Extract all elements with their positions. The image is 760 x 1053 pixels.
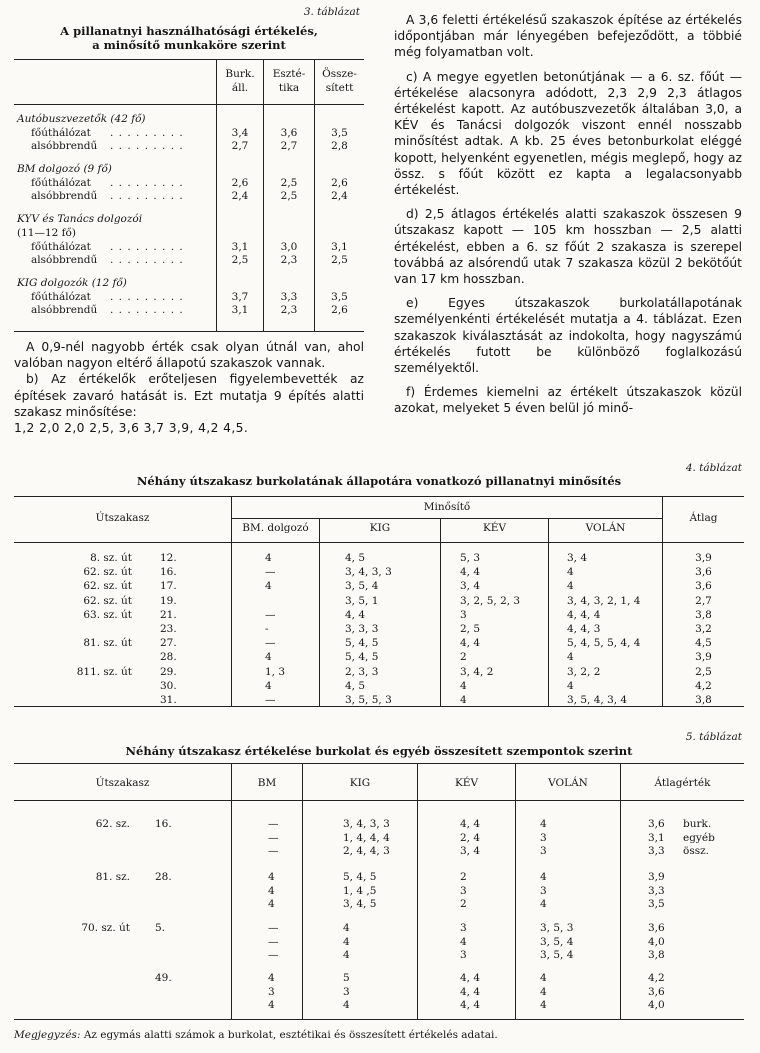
table5-kev: 4 [460,935,467,948]
table3-cell: 3,1 [231,241,249,253]
table5-bm: 4 [268,999,275,1012]
table3-row-label: főúthálózat [31,241,91,253]
table5-volan: 4 [540,898,547,911]
table4-caption: 4. táblázat [685,462,742,474]
table5-kig: 4 [343,922,350,934]
table3-cell: 2,6 [231,177,249,189]
table3-header: sített [325,82,354,94]
table4-road: 811. sz. út [76,665,132,678]
table4-kev: 2 [460,651,467,664]
table3-cell: 3,4 [231,127,249,139]
table4-segment: 12. [160,552,177,564]
table3-cell: 2,6 [331,177,348,189]
dot-leader: . . . . . . . . . [110,291,184,303]
table3-cell: 3,5 [331,127,348,139]
table3-row-label: alsóbbrendű [31,190,98,202]
table4-kig: 3, 5, 4 [345,580,379,593]
table5-kig: 5, 4, 5 [343,871,377,883]
table4-kev: 3 [460,608,467,621]
table5-avg: 3,6 [648,818,665,830]
table4-bm: 4 [265,651,272,664]
table4-avg: 4,2 [695,679,712,692]
table5-volan: 4 [540,999,547,1012]
table4-bm: 4 [265,552,272,564]
table3-header: tika [278,82,300,94]
table5-note [14,1029,744,1041]
table4-bm: - [265,623,269,635]
table3-cell: 3,5 [331,291,348,303]
table5-bm: 4 [268,898,275,911]
table5-bm: 3 [268,985,275,998]
table5-kig: 2, 4, 4, 3 [343,845,390,858]
table5-header: VOLÁN [548,777,588,789]
table3-cell: 2,7 [231,140,249,152]
table5-avg: 3,5 [648,898,665,911]
table5-kig: 1, 4, 4, 4 [343,831,390,844]
table5-kig: 4 [343,999,350,1012]
table3-group-label: (11—12 fő) [17,227,76,239]
table3-row-label: alsóbbrendű [31,254,98,266]
table5-kev: 2 [460,871,467,883]
table5-bm: 4 [268,884,275,897]
table5-road: 81. sz. [95,871,130,883]
table4-kig: 2, 3, 3 [345,665,379,678]
table3-title-line1: A pillanatnyi használhatósági értékelés, [60,24,318,38]
table4-header-road: Útszakasz [95,512,150,524]
dot-leader: . . . . . . . . . [110,304,184,316]
table5-avg: 3,1 [648,831,665,844]
table5-kev: 4, 4 [460,972,481,984]
table4-segment: 19. [160,594,177,607]
table5-aspect: össz. [683,845,709,858]
table5-volan: 4 [540,972,547,984]
table3-cell: 3,0 [280,241,298,253]
table3-cell: 2,4 [331,190,348,202]
table3-cell: 2,8 [331,140,348,152]
table5-kev: 2, 4 [460,831,481,844]
table5-avg: 3,9 [648,871,665,883]
table3-cell: 2,6 [331,304,348,316]
paragraph: f) Érdemes kiemelni az értékelt útszakaszok közül azokat, melyeket 5 éven belül jó minő- [394,385,742,416]
table4-segment: 23. [160,623,177,635]
table4-segment: 31. [160,694,177,706]
table5-bm: — [268,935,279,948]
table5-kig: 4 [343,935,350,948]
table3-group-label: Autóbuszvezetők (42 fő) [17,113,146,125]
table4-volan: 3, 4, 3, 2, 1, 4 [567,594,641,607]
table4-volan: 4 [567,580,574,593]
table5-volan: 3 [540,884,547,897]
table4-kev: 4 [460,679,467,692]
table5-kig: 5 [343,972,350,984]
table4-kig: 3, 3, 3 [345,623,379,635]
table4-header-kig: KIG [369,522,391,534]
table3-header: Burk. [225,68,255,80]
table4-segment: 30. [160,679,177,692]
table5-bm: — [268,818,279,830]
note-label: Megjegyzés: [14,1029,81,1041]
table4-avg: 3,8 [695,608,712,621]
table5-kev: 3 [460,949,467,962]
table5-bm: 4 [268,972,275,984]
table3-cell: 2,5 [280,177,298,189]
table4-kev: 3, 4 [460,580,481,593]
table4-kig: 4, 5 [345,679,366,692]
table4-kig: 5, 4, 5 [345,637,379,650]
table3-cell: 3,6 [280,127,298,139]
table5-title: Néhány útszakasz értékelése burkolat és egyéb összesített szempontok szerint [125,744,633,758]
table5-header: Átlagérték [654,777,711,789]
table4-kev: 5, 3 [460,552,481,564]
table3-group-label: KIG dolgozók (12 fő) [17,277,127,289]
table4-kev: 3, 2, 5, 2, 3 [460,594,521,607]
table5-kev: 2 [460,898,467,911]
table4-road: 8. sz. út [90,552,132,564]
table4-avg: 3,6 [695,566,712,579]
table3-group-label: BM dolgozó (9 fő) [17,163,112,175]
table5-avg: 3,6 [648,922,665,934]
table3-cell: 3,3 [280,291,298,303]
table5-kig: 3, 4, 3, 3 [343,818,390,830]
table4-kig: 3, 4, 3, 3 [345,566,392,579]
table5-segment: 16. [155,818,172,830]
table5-segment: 28. [155,871,172,883]
table4-segment: 21. [160,608,177,621]
table5-volan: 3, 5, 4 [540,949,574,962]
table4-kev: 4, 4 [460,637,481,650]
table5-volan: 3 [540,831,547,844]
table3-group-label: KYV és Tanács dolgozói [17,213,143,225]
table4-avg: 4,5 [695,637,712,650]
table3-cell: 2,3 [280,254,298,266]
table4-volan: 4 [567,679,574,692]
table4-volan: 4 [567,651,574,664]
table3-cell: 2,5 [280,190,298,202]
table4-header-kev: KÉV [482,522,507,534]
table4-kev: 2, 5 [460,623,481,635]
table5-header: KÉV [454,777,479,789]
table4-bm: 4 [265,580,272,593]
table5-volan: 3, 5, 3 [540,922,574,934]
table3-row-label: főúthálózat [31,177,91,189]
table5-volan: 3, 5, 4 [540,935,574,948]
table5-kig: 3 [343,985,350,998]
table3-caption: 3. táblázat [303,6,360,18]
table3-header: Össze- [322,68,357,80]
table4-volan: 5, 4, 5, 5, 4, 4 [567,637,641,650]
table5-kev: 4, 4 [460,985,481,998]
paragraph: A 0,9-nél nagyobb érték csak olyan útnál van, ahol valóban nagyon eltérő állapotú szakaszok vannak. [14,340,364,371]
table4-bm: — [265,694,276,706]
table5-header: BM [257,777,277,789]
table4-volan: 3, 4 [567,552,588,564]
dot-leader: . . . . . . . . . [110,140,184,152]
table4-kig: 3, 5, 1 [345,594,379,607]
table4-avg: 3,9 [695,552,712,564]
table4-header-volan: VOLÁN [585,522,626,534]
table3-header: Eszté- [272,68,306,80]
table5-aspect: egyéb [683,831,715,844]
table5-volan: 4 [540,818,547,830]
table4-volan: 4, 4, 4 [567,608,601,621]
table5-bm: — [268,845,279,858]
table5-bm: 4 [268,871,275,883]
table5-kev: 3 [460,884,467,897]
table4-title: Néhány útszakasz burkolatának állapotára vonatkozó pillanatnyi minősítés [136,474,622,488]
dot-leader: . . . . . . . . . [110,127,184,139]
table4-avg: 3,8 [695,694,712,706]
table5-volan: 3 [540,845,547,858]
table4-volan: 4 [567,566,574,579]
table5-road: 70. sz. út [81,922,130,934]
table4-kig: 4, 4 [345,608,366,621]
table3-cell: 3,7 [231,291,249,303]
table3-cell: 2,7 [280,140,298,152]
table5-bm: — [268,922,279,934]
table4-segment: 27. [160,637,177,650]
table5-segment: 49. [155,972,172,984]
table5-kig: 4 [343,949,350,962]
table4-road: 62. sz. út [83,566,132,579]
paragraph-values: 1,2 2,0 2,0 2,5, 3,6 3,7 3,9, 4,2 4,5. [14,421,249,436]
table5-avg: 4,0 [648,999,665,1012]
table4-header-bm: BM. dolgozó [242,522,309,534]
table4-avg: 2,5 [695,665,712,678]
table4-kig: 3, 5, 5, 3 [345,694,392,706]
table5-kig: 1, 4 ,5 [343,884,377,897]
table5-avg: 3,3 [648,884,665,897]
table5-avg: 4,2 [648,972,665,984]
table4-road: 63. sz. út [83,608,132,621]
left-text [14,339,364,436]
dot-leader: . . . . . . . . . [110,190,184,202]
paragraph: d) 2,5 átlagos értékelés alatti szakaszok összesen 9 útszakasz kapott — 105 km hosszban — 2,5 alatti értékelést, ebben a 6. sz főút 2 szakasza is szerepel továbbá az alsórendű utak 7 szakasza közül 2 bekötőút van 17 km hosszban. [394,207,742,287]
table4-header-avg: Átlag [689,512,718,524]
table5-caption: 5. táblázat [685,731,742,743]
table4-segment: 29. [160,665,177,678]
table4-bm: 1, 3 [265,665,286,678]
table3-header: áll. [231,82,249,94]
table5-kev: 4, 4 [460,999,481,1012]
note-text: Az egymás alatti számok a burkolat, esztétikai és összesített értékelés adatai. [80,1029,498,1041]
table3-title-line2: a minősítő munkaköre szerint [92,38,286,52]
table3-cell: 2,4 [231,190,249,202]
table5-bm: — [268,831,279,844]
table4-bm: — [265,637,276,650]
paragraph: e) Egyes útszakaszok burkolatállapotának személyenkénti értékelését mutatja a 4. táblázat. Ezen szakaszok kiválasztását az indokolta, hogy nagyszámú értékelés futott be különböző foglalkozású személyektől. [394,296,742,376]
table4-segment: 17. [160,580,177,593]
table4-volan: 4, 4, 3 [567,623,601,635]
table3-row-label: főúthálózat [31,291,91,303]
dot-leader: . . . . . . . . . [110,241,184,253]
table4-kev: 4, 4 [460,566,481,579]
table5-avg: 3,8 [648,949,665,962]
table3-cell: 2,5 [331,254,348,266]
table3-cell: 3,1 [331,241,348,253]
table4-avg: 3,9 [695,651,712,664]
table4-kev: 3, 4, 2 [460,665,494,678]
table5-header: KIG [349,777,371,789]
table4-kig: 4, 5 [345,552,366,564]
table5-segment: 5. [155,922,166,934]
table4-avg: 2,7 [695,594,712,607]
table4-kig: 5, 4, 5 [345,651,379,664]
table5-bm: — [268,949,279,962]
table4-volan: 3, 2, 2 [567,665,601,678]
table5-aspect: burk. [683,818,712,830]
table4-volan: 3, 5, 4, 3, 4 [567,694,628,706]
table4-road: 81. sz. út [83,637,132,650]
table4-avg: 3,2 [695,623,712,635]
table3-cell: 2,5 [231,254,249,266]
table5-kev: 4, 4 [460,818,481,830]
table5-avg: 4,0 [648,935,665,948]
table5-avg: 3,6 [648,985,665,998]
table4-road: 62. sz. út [83,594,132,607]
table3-row-label: főúthálózat [31,127,91,139]
table5-avg: 3,3 [648,845,665,858]
table5-kev: 3, 4 [460,845,481,858]
right-text [394,12,742,417]
table4-segment: 16. [160,566,177,579]
table4-kev: 4 [460,694,467,706]
table4-segment: 28. [160,651,177,664]
table4-avg: 3,6 [695,580,712,593]
table3-row-label: alsóbbrendű [31,140,98,152]
table4-road: 62. sz. út [83,580,132,593]
table5-road: 62. sz. [95,818,130,830]
table4-header-group: Minősítő [423,501,471,513]
table4-bm: — [265,608,276,621]
table4-bm: 4 [265,679,272,692]
dot-leader: . . . . . . . . . [110,254,184,266]
dot-leader: . . . . . . . . . [110,177,184,189]
paragraph: b) Az értékelők erőteljesen figyelembevették az építések zavaró hatását is. Ezt mutatja 9 építés alatti szakasz minősítése: [14,372,364,419]
table5-header: Útszakasz [95,777,150,789]
table3-cell: 2,3 [280,304,298,316]
table5-kig: 3, 4, 5 [343,898,377,911]
paragraph: c) A megye egyetlen betonútjának — a 6. sz. főút — értékelése alacsonyra adódott, 2,3 2,9 2,3 átlagos értékelést kapott. Az autóbuszvezetők általában 3,0, a KÉV és Tanácsi dolgozók viszont ennél nosszabb minősítést adtak. A kb. 25 éves betonburkolat eléggé kopott, helyenként egyenetlen, mégis meglepő, hogy az össz. s főút között ez kapta a legalacsonyabb értékelést. [394,69,742,198]
table5-volan: 4 [540,985,547,998]
table4-bm: — [265,566,276,579]
table5-volan: 4 [540,871,547,883]
paragraph: A 3,6 feletti értékelésű szakaszok építése az értékelés időpontjában már lényegében befejeződött, a többié még folyamatban volt. [394,13,742,60]
table3-cell: 3,1 [231,304,249,316]
table5-kev: 3 [460,922,467,934]
table3-row-label: alsóbbrendű [31,304,98,316]
